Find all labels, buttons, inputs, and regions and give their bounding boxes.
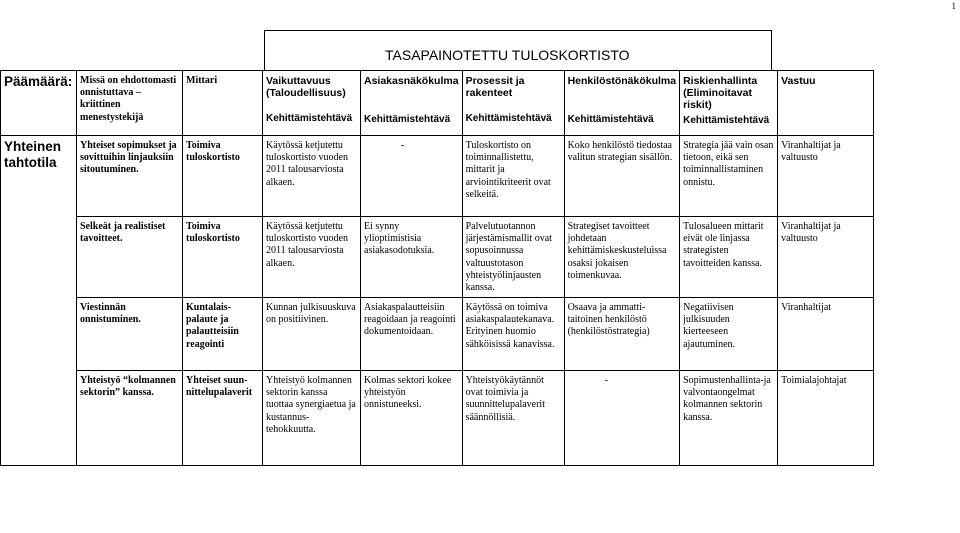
riskit-label: Riskienhallinta (Eliminoitavat riskit) <box>683 75 758 112</box>
asiakas-cell: Kolmas sektori kokee yhteistyön onnistuneeksi. <box>361 371 463 466</box>
title-box <box>264 30 772 70</box>
table-row <box>1 298 874 371</box>
mittari-cell: Yhteiset suun-nittelupalaverit <box>183 371 263 466</box>
factor-cell: Yhteistyö “kolmannen sektorin” kanssa. <box>77 371 183 466</box>
riskit-cell: Sopimustenhallinta-ja valvontaongelmat kolmannen sektorin kanssa. <box>680 371 778 466</box>
table-row <box>1 217 874 298</box>
henkilosto-label: Henkilöstönäkökulma <box>567 75 677 87</box>
header-vastuu: Vastuu <box>778 71 874 136</box>
goal-cell: Yhteinen tahtotila <box>1 136 77 466</box>
kehittamis-label-4: Kehittämistehtävä <box>567 114 654 126</box>
table-row <box>1 136 874 217</box>
header-mittari: Mittari <box>183 71 263 136</box>
factor-cell: Viestinnän onnistuminen. <box>77 298 183 371</box>
asiakas-label: Asiakasnäkökulma <box>364 75 459 87</box>
header-asiakas <box>361 71 463 136</box>
asiakas-cell: Ei synny ylioptimistisia asiakasodotuksia. <box>361 217 463 298</box>
kehittamis-label-3: Kehittämistehtävä <box>465 113 552 125</box>
kehittamis-label-5: Kehittämistehtävä <box>683 114 770 126</box>
header-factor: Missä on ehdottomasti onnistuttava – kriittinen menestystekijä <box>77 71 183 136</box>
header-henkilosto <box>564 71 680 136</box>
vaikuttavuus-cell: Käytössä ketjutettu tuloskortisto vuoden 2011 talousarviosta alkaen. <box>263 136 361 217</box>
henkilosto-cell: - <box>564 371 680 466</box>
factor-cell: Yhteiset sopimukset ja sovittuihin linjauksiin sitoutuminen. <box>77 136 183 217</box>
vastuu-cell: Viranhaltijat <box>778 298 874 371</box>
header-riskit <box>680 71 778 136</box>
kehittamis-label-2: Kehittämistehtävä <box>364 114 451 126</box>
scorecard-table <box>0 70 874 466</box>
vaikuttavuus-cell: Käytössä ketjutettu tuloskortisto vuoden 2011 talousarviosta alkaen. <box>263 217 361 298</box>
mittari-cell: Kuntalais-palaute ja palautteisiin reagointi <box>183 298 263 371</box>
prosessit-cell: Tuloskortisto on toiminnallistettu, mittarit ja arviointikriteerit ovat selkeitä. <box>462 136 564 217</box>
riskit-cell: Tulosalueen mittarit eivät ole linjassa strategisten tavoitteiden kanssa. <box>680 217 778 298</box>
mittari-cell: Toimiva tuloskortisto <box>183 217 263 298</box>
table-row <box>1 371 874 466</box>
riskit-cell: Negatiivisen julkisuuden kierteeseen ajautuminen. <box>680 298 778 371</box>
vastuu-cell: Viranhaltijat ja valtuusto <box>778 136 874 217</box>
henkilosto-cell: Koko henkilöstö tiedostaa valitun strategian sisällön. <box>564 136 680 217</box>
henkilosto-cell: Strategiset tavoitteet johdetaan kehittämiskeskusteluissa osaksi jokaisen toimenkuvaa. <box>564 217 680 298</box>
vaikuttavuus-label: Vaikuttavuus (Taloudellisuus) <box>266 75 346 100</box>
prosessit-label: Prosessit ja rakenteet <box>465 75 525 100</box>
vaikuttavuus-cell: Kunnan julkisuuskuva on positiivinen. <box>263 298 361 371</box>
page-title: TASAPAINOTETTU TULOSKORTISTO <box>385 47 630 63</box>
paamaara-label: Päämäärä: <box>1 71 77 136</box>
mittari-cell: Toimiva tuloskortisto <box>183 136 263 217</box>
page-number: 1 <box>951 1 956 11</box>
factor-cell: Selkeät ja realistiset tavoitteet. <box>77 217 183 298</box>
kehittamis-label-1: Kehittämistehtävä <box>266 113 353 125</box>
henkilosto-cell: Osaava ja ammatti-taitoinen henkilöstö (henkilöstöstrategia) <box>564 298 680 371</box>
vaikuttavuus-cell: Yhteistyö kolmannen sektorin kanssa tuottaa synergiaetua ja kustannus-tehokkuutta. <box>263 371 361 466</box>
asiakas-cell: - <box>361 136 463 217</box>
riskit-cell: Strategia jää vain osan tietoon, eikä sen toiminnallistaminen onnistu. <box>680 136 778 217</box>
vastuu-cell: Viranhaltijat ja valtuusto <box>778 217 874 298</box>
header-prosessit <box>462 71 564 136</box>
prosessit-cell: Yhteistyökäytännöt ovat toimivia ja suunnittelupalaverit säännöllisiä. <box>462 371 564 466</box>
asiakas-cell: Asiakaspalautteisiin reagoidaan ja reagointi dokumentoidaan. <box>361 298 463 371</box>
prosessit-cell: Palvelutuotannon järjestämismallit ovat sopusoinnussa valtuustotason yhteistyölinjausten kanssa. <box>462 217 564 298</box>
header-row <box>1 71 874 136</box>
prosessit-cell: Käytössä on toimiva asiakaspalautekanava. Erityinen huomio sähköisissä kanavissa. <box>462 298 564 371</box>
vastuu-cell: Toimialajohtajat <box>778 371 874 466</box>
header-vaikuttavuus <box>263 71 361 136</box>
